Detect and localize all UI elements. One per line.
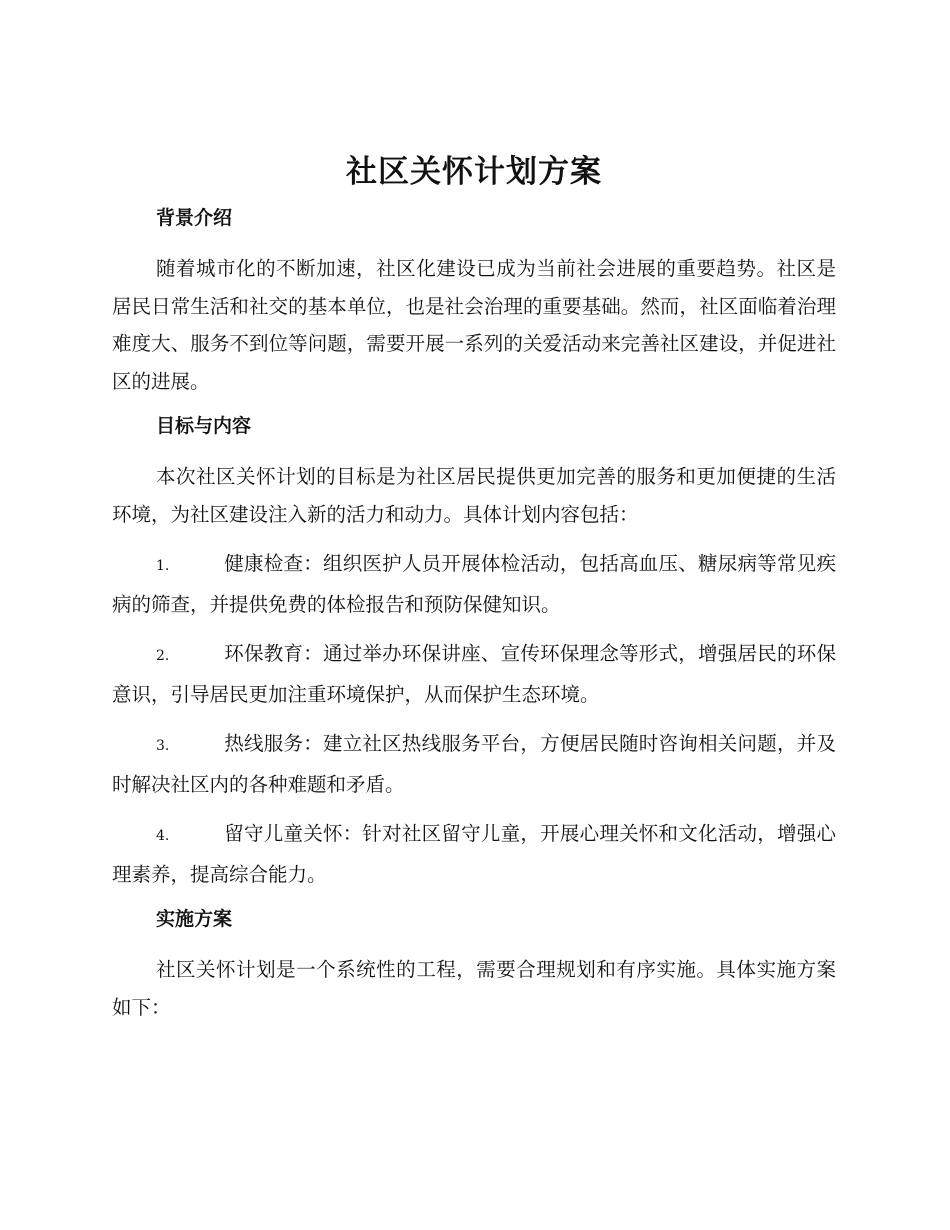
list-item-text: 健康检查：组织医护人员开展体检活动，包括高血压、糖尿病等常见疾病的筛查，并提供免费的体检报告和预防保健知识。 bbox=[112, 552, 836, 616]
list-item-number: 3. bbox=[156, 738, 170, 754]
document-title: 社区关怀计划方案 bbox=[346, 154, 602, 190]
section-paragraph: 随着城市化的不断加速，社区化建设已成为当前社会进展的重要趋势。社区是居民日常生活和社交的基本单位，也是社会治理的重要基础。然而，社区面临着治理难度大、服务不到位等问题，需要开展一系列的关爱活动来完善社区建设，并促进社区的进展。 bbox=[112, 257, 836, 393]
section-paragraph: 社区关怀计划是一个系统性的工程，需要合理规划和有序实施。具体实施方案如下： bbox=[112, 958, 836, 1019]
section-heading-goals: 目标与内容 bbox=[156, 415, 252, 437]
section-heading-implementation: 实施方案 bbox=[156, 908, 233, 930]
list-item-number: 2. bbox=[156, 648, 170, 664]
section-paragraph: 本次社区关怀计划的目标是为社区居民提供更加完善的服务和更加便捷的生活环境，为社区建设注入新的活力和动力。具体计划内容包括： bbox=[112, 465, 836, 526]
list-item-text: 热线服务：建立社区热线服务平台，方便居民随时咨询相关问题，并及时解决社区内的各种难题和矛盾。 bbox=[112, 732, 836, 796]
list-item bbox=[112, 545, 836, 623]
document-page bbox=[112, 150, 836, 1038]
list-item-number: 1. bbox=[156, 558, 170, 574]
list-item-number: 4. bbox=[156, 828, 170, 844]
section-heading-background: 背景介绍 bbox=[156, 207, 233, 229]
list-item bbox=[112, 635, 836, 713]
list-item-text: 环保教育：通过举办环保讲座、宣传环保理念等形式，增强居民的环保意识，引导居民更加注重环境保护，从而保护生态环境。 bbox=[112, 642, 836, 706]
list-item-text: 留守儿童关怀：针对社区留守儿童，开展心理关怀和文化活动，增强心理素养，提高综合能力。 bbox=[112, 822, 836, 886]
list-item bbox=[112, 815, 836, 893]
list-item bbox=[112, 725, 836, 803]
